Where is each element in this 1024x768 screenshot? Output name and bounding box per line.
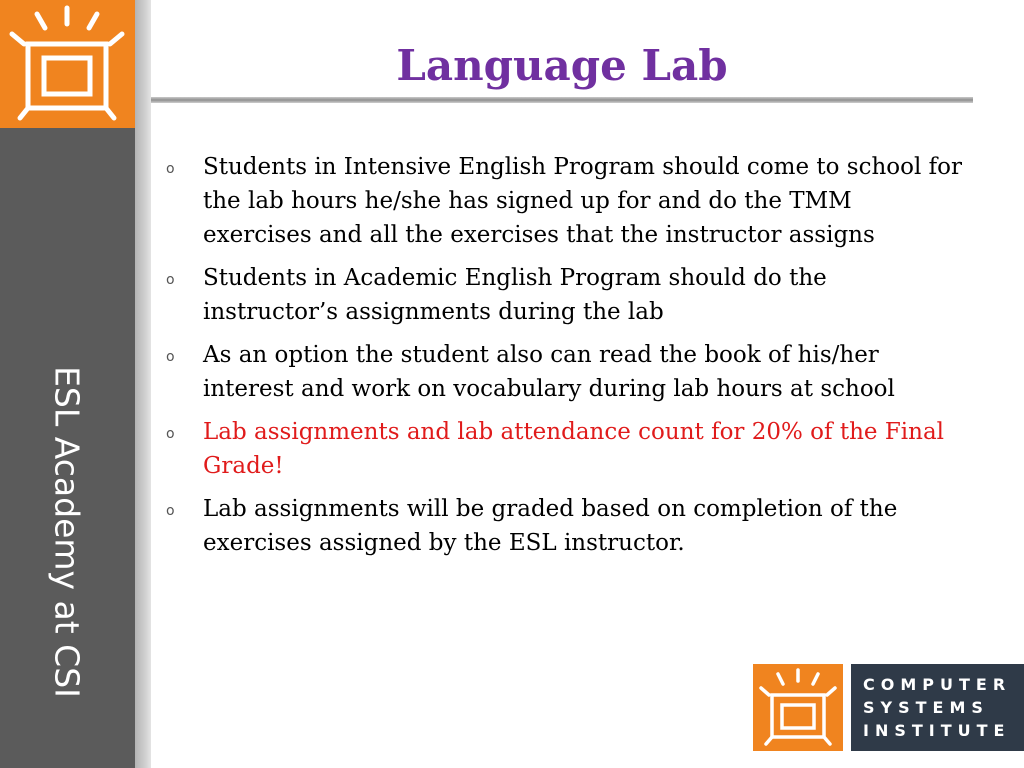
bullet-text: Lab assignments will be graded based on completion of the exercises assigned by the ESL instructor.: [203, 496, 898, 556]
bullet-list: [166, 150, 966, 569]
bullet-text: As an option the student also can read the book of his/her interest and work on vocabulary during lab hours at school: [203, 342, 895, 402]
bullet-item: [166, 338, 966, 406]
page-title: Language Lab: [396, 41, 728, 90]
bullet-item: [166, 150, 966, 252]
bullet-text: Students in Intensive English Program should come to school for the lab hours he/she has signed up for and do the TMM exercises and all the exercises that the instructor assigns: [203, 154, 963, 248]
bullet-marker-icon: o: [166, 503, 175, 519]
bullet-marker-icon: o: [166, 349, 175, 365]
bullet-marker-icon: o: [166, 272, 175, 288]
bullet-item: [166, 415, 966, 483]
bullet-item: [166, 492, 966, 560]
csi-logo-wordmark: [851, 664, 1024, 751]
sidebar-title: ESL Academy at CSI: [47, 366, 87, 698]
sidebar-shadow: [135, 0, 151, 768]
bullet-marker-icon: o: [166, 426, 175, 442]
bullet-marker-icon: o: [166, 161, 175, 177]
sun-window-icon: [0, 0, 135, 128]
csi-logo-mark: [753, 664, 843, 751]
bullet-text: Students in Academic English Program should do the instructor’s assignments during the lab: [203, 265, 827, 325]
bullet-item: [166, 261, 966, 329]
sun-window-icon: [753, 664, 843, 751]
top-left-logo: [0, 0, 135, 128]
title-divider: [151, 97, 973, 103]
logo-line-systems: SYSTEMS: [863, 698, 989, 717]
bullet-text: Lab assignments and lab attendance count for 20% of the Final Grade!: [203, 419, 945, 479]
logo-line-computer: COMPUTER: [863, 675, 1012, 694]
logo-line-institute: INSTITUTE: [863, 721, 1011, 740]
